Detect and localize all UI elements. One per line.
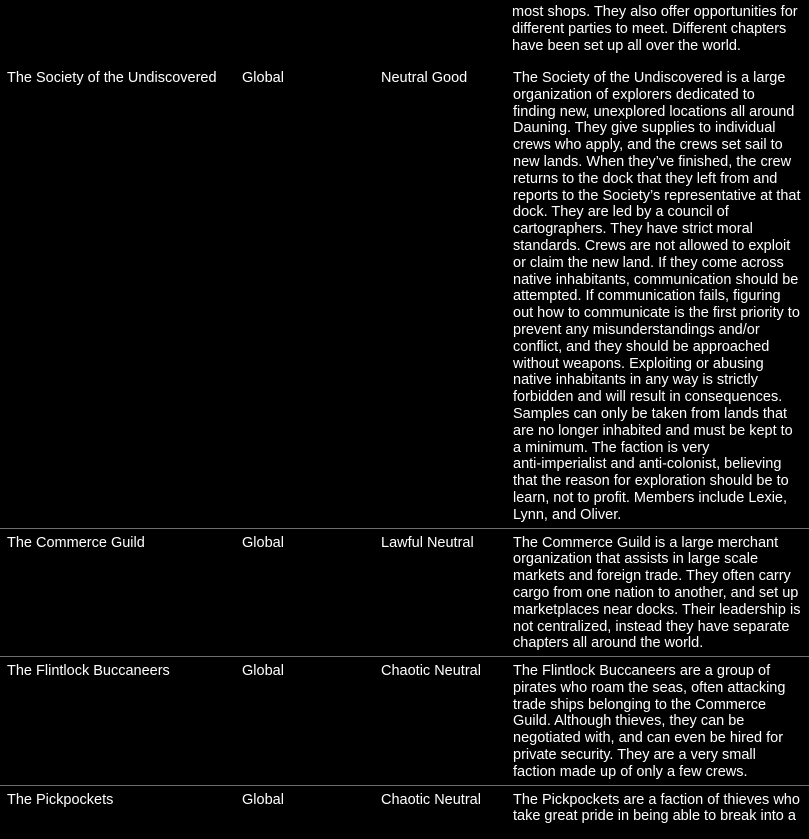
- faction-alignment: Lawful Neutral: [374, 528, 506, 657]
- fragment-line: have been set up all over the world.: [512, 37, 741, 54]
- description-line: organization of explorers dedicated to: [513, 86, 755, 103]
- table-row: [0, 657, 809, 786]
- description-line: reports to the Society’s representative at that: [513, 187, 801, 204]
- description-line: private security. They are a very small: [513, 747, 756, 764]
- faction-reach: Global: [235, 528, 374, 657]
- description-line: Guild. Although thieves, they can be: [513, 713, 745, 730]
- description-line: finding new, unexplored locations all around: [513, 103, 795, 120]
- faction-description: [506, 657, 809, 786]
- description-line: faction made up of only a few crews.: [513, 763, 748, 780]
- description-line: crews who apply, and the crews set sail to: [513, 137, 783, 154]
- faction-reach: Global: [235, 657, 374, 786]
- description-line: cargo from one nation to another, and set up: [513, 584, 799, 601]
- faction-description: [506, 528, 809, 657]
- description-line: or claim the new land. If they come across: [513, 254, 784, 271]
- description-line: dock. They are led by a council of: [513, 204, 729, 221]
- table-row: [0, 64, 809, 528]
- faction-table: [0, 64, 809, 829]
- description-line: The Pickpockets are a faction of thieves who: [513, 791, 800, 808]
- description-line: standards. Crews are not allowed to exploit: [513, 237, 791, 254]
- description-line: are no longer inhabited and must be kept to: [513, 422, 793, 439]
- faction-name: The Pickpockets: [0, 785, 235, 829]
- description-line: The Commerce Guild is a large merchant: [513, 534, 779, 551]
- description-line: pirates who roam the seas, often attacking: [513, 679, 786, 696]
- description-line: take great pride in being able to break into a: [513, 808, 796, 825]
- description-line: conflict, and they should be approached: [513, 338, 770, 355]
- description-line: out how to communicate is the first priority to: [513, 305, 800, 322]
- description-line: The Society of the Undiscovered is a large: [513, 70, 786, 86]
- description-line: prevent any misunderstandings and/or: [513, 321, 760, 338]
- table-row: [0, 785, 809, 829]
- previous-row-description-fragment: [512, 4, 804, 54]
- description-line: The Flintlock Buccaneers are a group of: [513, 663, 771, 680]
- description-line: returns to the dock that they left from and: [513, 170, 778, 187]
- description-line: negotiated with, and can even be hired for: [513, 730, 784, 747]
- table-row: [0, 528, 809, 657]
- faction-description: [506, 64, 809, 528]
- faction-reach: Global: [235, 785, 374, 829]
- description-line: cartographers. They have strict moral: [513, 221, 753, 238]
- description-line: markets and foreign trade. They often carry: [513, 568, 791, 585]
- description-line: new lands. When they’ve finished, the crew: [513, 153, 792, 170]
- fragment-line: different parties to meet. Different chapters: [512, 20, 787, 37]
- description-line: a minimum. The faction is very: [513, 439, 710, 456]
- faction-name: The Commerce Guild: [0, 528, 235, 657]
- description-line: not centralized, instead they have separate: [513, 618, 790, 635]
- faction-alignment: Chaotic Neutral: [374, 785, 506, 829]
- faction-name: The Flintlock Buccaneers: [0, 657, 235, 786]
- description-line: trade ships belonging to the Commerce: [513, 696, 767, 713]
- description-line: native inhabitants, communication should be: [513, 271, 799, 288]
- faction-alignment: Neutral Good: [381, 70, 468, 86]
- description-line: marketplaces near docks. Their leadership is: [513, 601, 801, 618]
- faction-description: [506, 785, 809, 829]
- description-line: that the reason for exploration should be to: [513, 473, 789, 490]
- faction-reach: Global: [242, 70, 284, 86]
- description-line: organization that assists in large scale: [513, 551, 759, 568]
- fragment-line: most shops. They also offer opportunities for: [512, 4, 798, 20]
- description-line: Lynn, and Oliver.: [513, 506, 622, 523]
- faction-alignment: Chaotic Neutral: [374, 657, 506, 786]
- description-line: attempted. If communication fails, figuring: [513, 288, 781, 305]
- description-line: Dauning. They give supplies to individual: [513, 120, 776, 137]
- description-line: Samples can only be taken from lands that: [513, 405, 788, 422]
- description-line: native inhabitants in any way is strictly: [513, 372, 758, 389]
- description-line: forbidden and will result in consequences.: [513, 389, 783, 406]
- description-line: anti-imperialist and anti-colonist, believing: [513, 456, 782, 473]
- faction-table-body: [0, 64, 809, 829]
- description-line: learn, not to profit. Members include Lexie,: [513, 489, 788, 506]
- faction-name: The Society of the Undiscovered: [7, 70, 217, 86]
- description-line: chapters all around the world.: [513, 635, 704, 652]
- description-line: without weapons. Exploiting or abusing: [513, 355, 764, 372]
